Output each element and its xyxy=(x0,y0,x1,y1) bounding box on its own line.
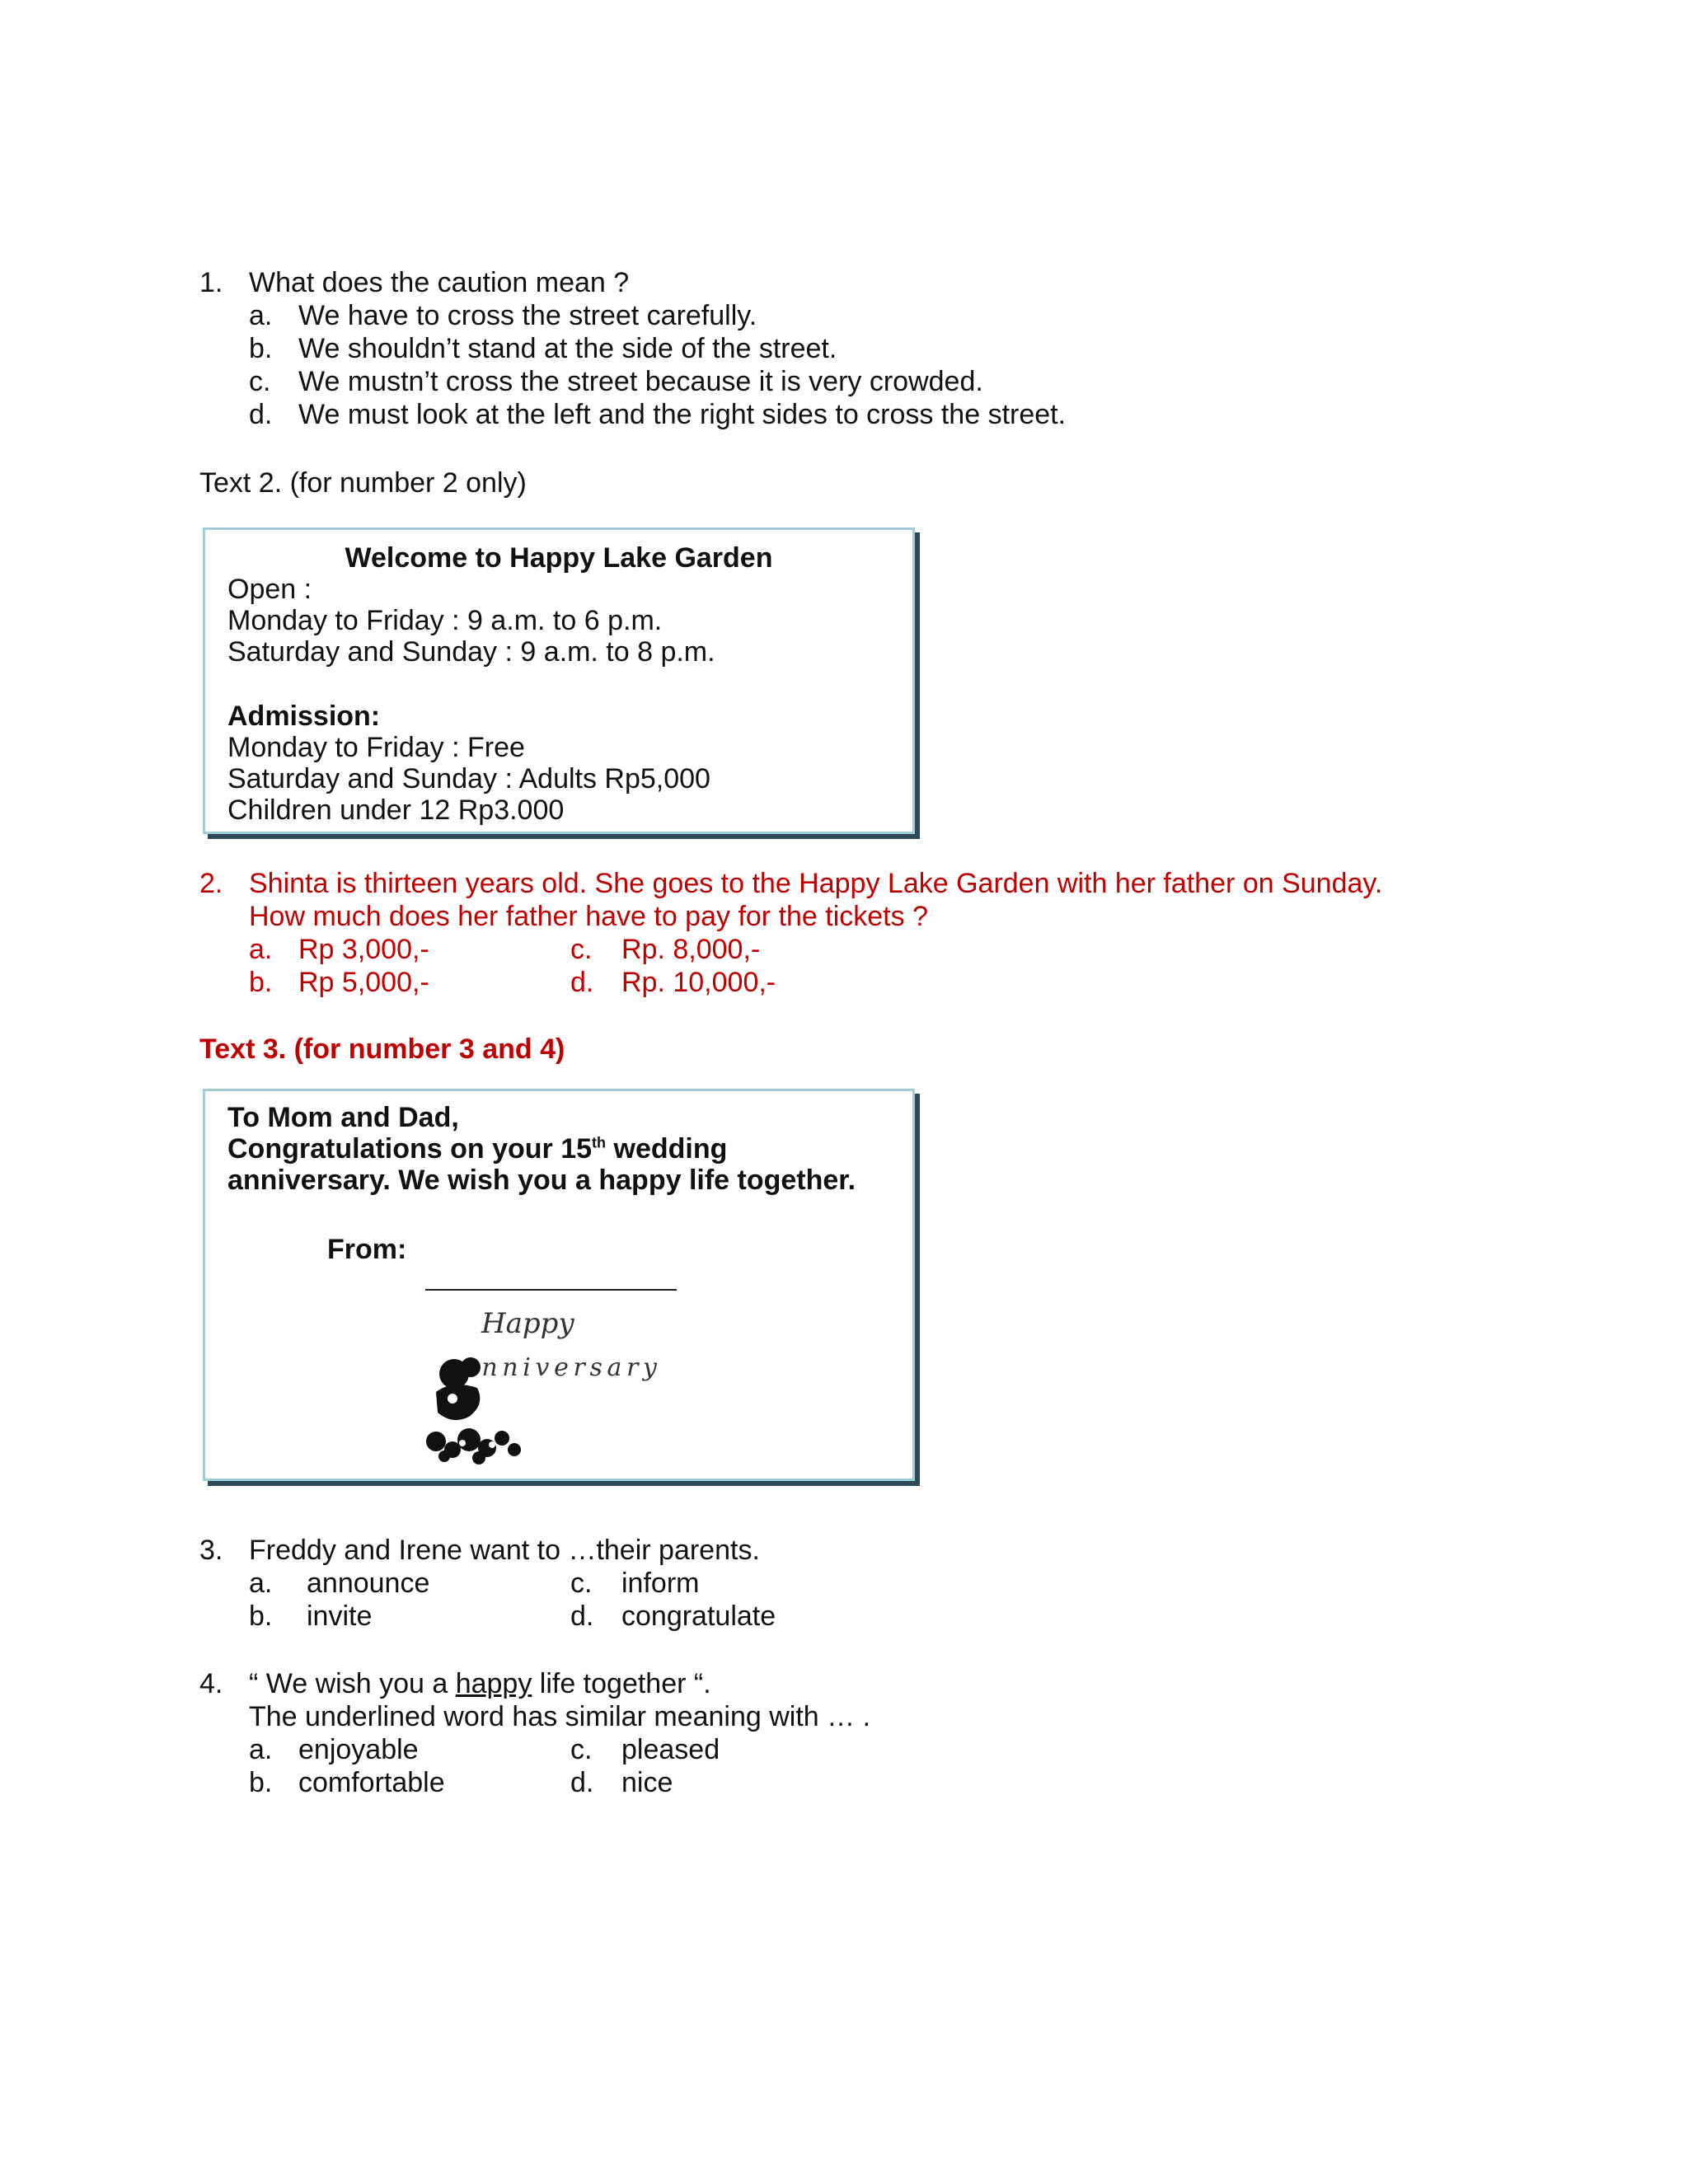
option-letter: d. xyxy=(570,967,594,998)
admission-label: Admission: xyxy=(227,701,381,732)
option-letter: b. xyxy=(249,1601,273,1632)
clipart-lettering-anniversary: nniversary xyxy=(481,1353,657,1382)
option-text: inform xyxy=(621,1568,700,1599)
option-letter: a. xyxy=(249,300,273,331)
greeting-card xyxy=(203,1089,915,1481)
option-letter: a. xyxy=(249,1568,273,1599)
underlined-word: happy xyxy=(455,1668,532,1699)
card-from-label: From: xyxy=(327,1234,407,1265)
option-letter: b. xyxy=(249,333,273,364)
question-text: How much does her father have to pay for the tickets ? xyxy=(249,901,928,932)
card-message-line: Congratulations on your 15th wedding xyxy=(227,1133,728,1165)
option-text: announce xyxy=(307,1568,430,1599)
option-letter: c. xyxy=(570,1568,593,1599)
option-text: Rp. 8,000,- xyxy=(621,934,761,965)
admission-weekday: Monday to Friday : Free xyxy=(227,732,525,763)
option-text: comfortable xyxy=(298,1767,445,1798)
text-3-heading: Text 3. (for number 3 and 4) xyxy=(199,1033,565,1065)
text-2-heading: Text 2. (for number 2 only) xyxy=(199,467,527,499)
clipart-couple-figure xyxy=(436,1357,481,1420)
card-greeting: To Mom and Dad, xyxy=(227,1102,459,1133)
admission-weekend: Saturday and Sunday : Adults Rp5,000 xyxy=(227,763,710,794)
anniversary-clipart xyxy=(420,1293,667,1466)
admission-children: Children under 12 Rp3.000 xyxy=(227,794,565,826)
notice-box xyxy=(203,527,915,834)
notice-title: Welcome to Happy Lake Garden xyxy=(345,542,773,574)
option-text: congratulate xyxy=(621,1601,776,1632)
question-number: 4. xyxy=(199,1668,223,1699)
option-text: Rp 3,000,- xyxy=(298,934,429,965)
option-letter: c. xyxy=(570,1734,593,1765)
open-label: Open : xyxy=(227,574,312,605)
option-letter: a. xyxy=(249,934,273,965)
option-letter: a. xyxy=(249,1734,273,1765)
option-text: invite xyxy=(307,1601,373,1632)
open-weekend: Saturday and Sunday : 9 a.m. to 8 p.m. xyxy=(227,636,715,668)
question-number: 1. xyxy=(199,267,223,298)
option-text: Rp. 10,000,- xyxy=(621,967,776,998)
option-letter: d. xyxy=(249,399,273,430)
option-letter: c. xyxy=(570,934,593,965)
option-text: We mustn’t cross the street because it is very crowded. xyxy=(298,366,983,397)
option-text: We must look at the left and the right sides to cross the street. xyxy=(298,399,1067,430)
option-text: pleased xyxy=(621,1734,720,1765)
option-text: We shouldn’t stand at the side of the street. xyxy=(298,333,837,364)
signature-line xyxy=(425,1289,677,1291)
quoted-sentence: “ We wish you a happy life together “. xyxy=(249,1668,711,1699)
question-number: 2. xyxy=(199,868,223,899)
option-letter: b. xyxy=(249,967,273,998)
open-weekday: Monday to Friday : 9 a.m. to 6 p.m. xyxy=(227,605,663,636)
option-letter: d. xyxy=(570,1767,594,1798)
question-number: 3. xyxy=(199,1535,223,1566)
option-text: Rp 5,000,- xyxy=(298,967,429,998)
option-text: We have to cross the street carefully. xyxy=(298,300,757,331)
question-text: The underlined word has similar meaning with … . xyxy=(249,1701,871,1732)
question-text: Freddy and Irene want to …their parents. xyxy=(249,1535,760,1566)
clipart-flowers xyxy=(426,1428,521,1465)
option-letter: d. xyxy=(570,1601,594,1632)
question-text: Shinta is thirteen years old. She goes to the Happy Lake Garden with her father on Sunday. xyxy=(249,868,1383,899)
card-message-line: anniversary. We wish you a happy life together. xyxy=(227,1165,856,1196)
option-text: enjoyable xyxy=(298,1734,419,1765)
clipart-lettering-happy: Happy xyxy=(481,1307,574,1340)
option-text: nice xyxy=(621,1767,673,1798)
question-text: What does the caution mean ? xyxy=(249,267,630,298)
option-letter: b. xyxy=(249,1767,273,1798)
option-letter: c. xyxy=(249,366,271,397)
